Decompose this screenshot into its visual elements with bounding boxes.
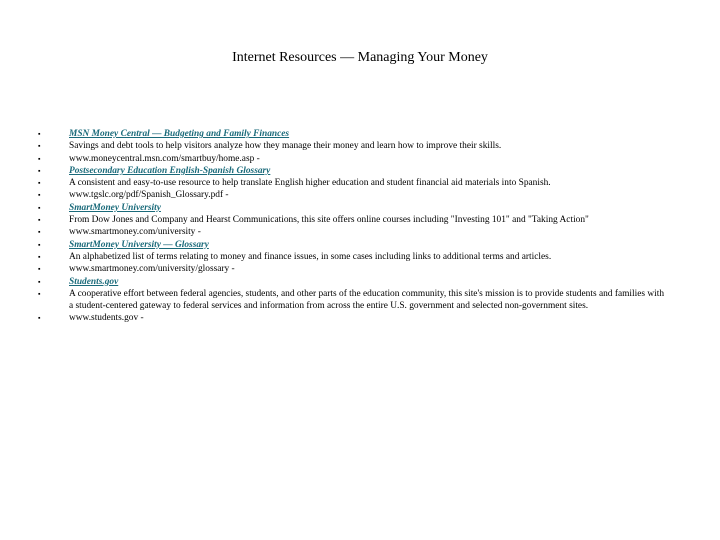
bullet-icon: ▪ [38,228,41,237]
bullet-icon: ▪ [38,314,41,323]
resource-url: www.smartmoney.com/university - [69,227,201,238]
resource-description: A consistent and easy-to-use resource to help translate English higher education and student financial aid materials into Spanish. [69,178,551,189]
list-item [38,153,668,165]
bullet-icon: ▪ [38,252,41,261]
list-item [38,276,668,288]
list-item [38,251,668,263]
list-item [38,226,668,238]
resource-description: An alphabetized list of terms relating to money and finance issues, in some cases including links to additional terms and articles. [69,251,552,262]
bullet-icon: ▪ [38,289,41,298]
resource-description: From Dow Jones and Company and Hearst Communications, this site offers online courses including "Investing 101" and "Taking Action" [69,215,589,226]
bullet-icon: ▪ [38,277,41,286]
resource-url: www.moneycentral.msn.com/smartbuy/home.asp - [69,153,260,164]
resource-link-smartmoney-glossary[interactable]: SmartMoney University — Glossary [69,239,209,250]
bullet-icon: ▪ [38,179,41,188]
list-item [38,128,668,140]
resource-url: www.tgslc.org/pdf/Spanish_Glossary.pdf - [69,190,229,201]
bullet-icon: ▪ [38,166,41,175]
bullet-icon: ▪ [38,130,41,138]
bullet-icon: ▪ [38,265,41,274]
list-item [38,263,668,275]
list-item [38,165,668,177]
resource-url: www.students.gov - [69,313,144,324]
resource-link-students-gov[interactable]: Students.gov [69,276,119,287]
list-item [38,140,668,152]
list-item [38,239,668,251]
page-title: Internet Resources — Managing Your Money [232,50,488,65]
resource-url: www.smartmoney.com/university/glossary - [69,264,235,275]
bullet-icon: ▪ [38,216,41,225]
resource-list [38,128,668,325]
resource-description: A cooperative effort between federal agencies, students, and other parts of the education community, this site's mission is to provide students and families with a student-centered gateway to federal services and information from across the entire U.S. government and selected non-government sites. [69,288,665,312]
bullet-icon: ▪ [38,240,41,249]
list-item [38,312,668,324]
list-item [38,202,668,214]
resource-link-msn-money[interactable]: MSN Money Central — Budgeting and Family Finances [69,129,290,139]
list-item [38,214,668,226]
list-item [38,189,668,201]
resource-link-spanish-glossary[interactable]: Postsecondary Education English-Spanish Glossary [69,165,271,176]
list-item [38,177,668,189]
bullet-icon: ▪ [38,191,41,200]
resource-link-smartmoney-university[interactable]: SmartMoney University [69,202,161,213]
bullet-icon: ▪ [38,203,41,212]
bullet-icon: ▪ [38,154,41,163]
resource-description: Savings and debt tools to help visitors analyze how they manage their money and learn how to improve their skills. [69,141,502,152]
list-item [38,288,668,313]
bullet-icon: ▪ [38,142,41,151]
